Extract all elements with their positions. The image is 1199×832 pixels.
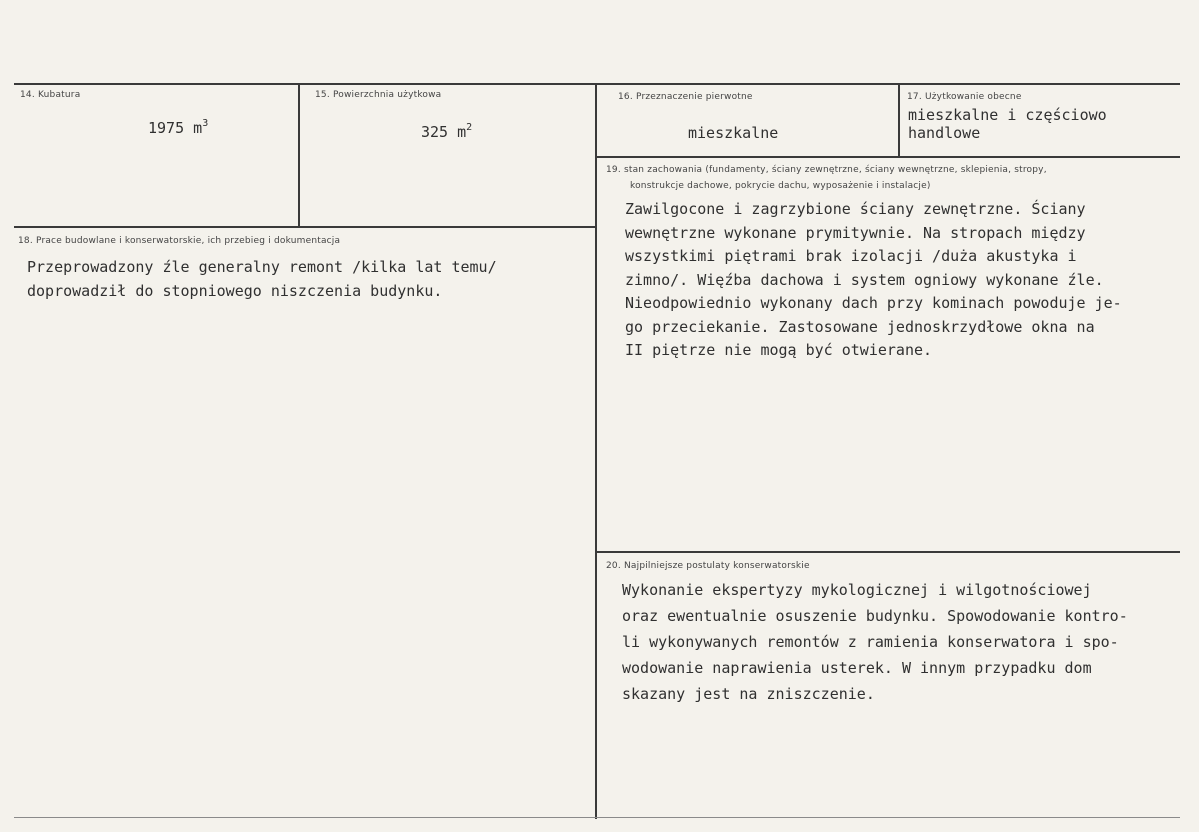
rule-above-20 <box>596 551 1180 553</box>
field-18-label: 18. Prace budowlane i konserwatorskie, ich przebieg i dokumentacja <box>18 236 341 246</box>
main-divider <box>595 84 597 819</box>
field-17-line: mieszkalne i częściowo <box>908 106 1107 124</box>
field-14-label: 14. Kubatura <box>20 90 81 100</box>
field-20-label: 20. Najpilniejsze postulaty konserwatorskie <box>606 561 810 571</box>
field-14-value-text: 1975 m <box>148 119 203 137</box>
field-19-line: go przeciekanie. Zastosowane jednoskrzydłowe okna na <box>625 317 1095 336</box>
field-19-label-1: 19. stan zachowania (fundamenty, ściany zewnętrzne, ściany wewnętrzne, sklepienia, stropy, <box>606 165 1047 175</box>
field-20-line: wodowanie naprawienia usterek. W innym przypadku dom <box>622 659 1092 677</box>
divider-14-15 <box>298 84 300 227</box>
field-14-value <box>148 118 208 137</box>
field-18-line: Przeprowadzony źle generalny remont /kilka lat temu/ <box>27 258 497 276</box>
field-18-line: doprowadził do stopniowego niszczenia budynku. <box>27 282 443 300</box>
field-18-text <box>27 255 497 303</box>
field-19-line: Zawilgocone i zagrzybione ściany zewnętrzne. Ściany <box>625 200 1086 218</box>
field-19-line: zimno/. Więźba dachowa i system ogniowy wykonane źle. <box>625 270 1104 289</box>
field-15-value <box>421 122 472 141</box>
field-19-line: wszystkimi piętrami brak izolacji /duża akustyka i <box>625 247 1077 265</box>
field-14-unit-sup: 3 <box>202 118 209 129</box>
field-15-value-text: 325 m <box>421 123 467 141</box>
field-20-line: skazany jest na zniszczenie. <box>622 685 875 703</box>
field-20-line: oraz ewentualnie osuszenie budynku. Spowodowanie kontro- <box>622 607 1128 625</box>
divider-16-17 <box>898 84 900 156</box>
field-20-line: Wykonanie ekspertyzy mykologicznej i wilgotnościowej <box>622 581 1092 599</box>
field-19-line: Nieodpowiednio wykonany dach przy kominach powoduje je- <box>625 294 1122 312</box>
rule-under-16-17 <box>596 156 1180 158</box>
field-19-text <box>625 198 1122 363</box>
field-17-value <box>908 106 1107 142</box>
field-17-line: handlowe <box>908 124 981 142</box>
bottom-rule <box>14 817 1180 818</box>
rule-under-14-15 <box>14 226 596 228</box>
field-19-line: wewnętrzne wykonane prymitywnie. Na stropach między <box>625 223 1086 242</box>
field-16-label: 16. Przeznaczenie pierwotne <box>618 92 753 102</box>
field-16-value: mieszkalne <box>688 124 779 142</box>
top-rule <box>14 83 1180 85</box>
field-17-label: 17. Użytkowanie obecne <box>907 92 1022 102</box>
field-15-label: 15. Powierzchnia użytkowa <box>315 90 442 100</box>
field-20-line: li wykonywanych remontów z ramienia konserwatora i spo- <box>622 633 1119 651</box>
field-19-label-2: konstrukcje dachowe, pokrycie dachu, wyposażenie i instalacje) <box>630 181 931 191</box>
field-19-line: II piętrze nie mogą być otwierane. <box>625 341 933 359</box>
field-15-unit-sup: 2 <box>466 122 473 133</box>
field-20-text <box>622 577 1128 707</box>
